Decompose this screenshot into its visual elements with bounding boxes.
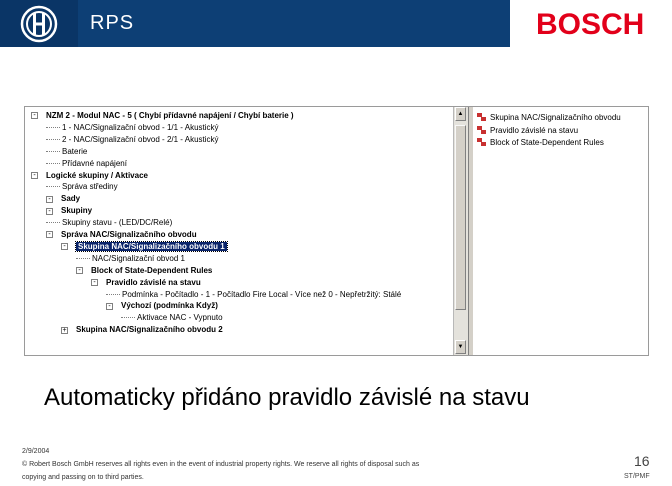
scroll-thumb[interactable] <box>455 125 466 310</box>
tree-node[interactable] <box>31 170 148 181</box>
scroll-up-icon[interactable]: ▲ <box>455 107 466 121</box>
collapse-icon[interactable]: - <box>31 172 38 179</box>
collapse-icon[interactable]: - <box>46 208 53 215</box>
collapse-icon[interactable]: - <box>31 112 38 119</box>
scroll-down-icon[interactable]: ▼ <box>455 340 466 354</box>
slide-caption: Automaticky přidáno pravidlo závislé na stavu <box>44 384 530 411</box>
tree-node-label: Skupina NAC/Signalizačního obvodu 2 <box>76 325 223 335</box>
armature-icon <box>19 4 59 44</box>
tree-node[interactable] <box>46 158 127 169</box>
tree-node[interactable] <box>76 265 212 276</box>
tree-node-label: Baterie <box>62 146 88 156</box>
tree-node-label: Výchozí (podmínka Když) <box>121 301 218 311</box>
tree-node-label: Správa střediny <box>62 182 118 192</box>
tree-connector <box>106 289 120 295</box>
tree-connector <box>46 122 60 128</box>
tree-node-label: Správa NAC/Signalizačního obvodu <box>61 230 197 239</box>
tree-node-label: NZM 2 - Modul NAC - 5 ( Chybí přídavné napájení / Chybí baterie ) <box>46 111 294 120</box>
expand-icon[interactable]: + <box>62 326 67 334</box>
bosch-wordmark: BOSCH <box>536 8 645 41</box>
tree-node[interactable] <box>46 205 92 216</box>
tree-node[interactable] <box>46 122 219 133</box>
tree-node[interactable] <box>61 241 227 252</box>
list-item[interactable] <box>477 112 621 123</box>
tree-connector <box>76 253 90 259</box>
tree-node-label: Skupiny stavu - (LED/DC/Relé) <box>62 218 173 228</box>
list-item-label: Pravidlo závislé na stavu <box>490 125 579 135</box>
collapse-icon[interactable]: - <box>106 303 113 310</box>
tree-connector <box>46 134 60 140</box>
tree-node-label: Pravidlo závislé na stavu <box>106 277 201 287</box>
footer-copyright: © Robert Bosch GmbH reserves all rights even in the event of industrial property rights. We reserve all rights of disposal such as <box>22 461 420 468</box>
footer-copyright-cont: copying and passing on to third parties. <box>22 474 144 481</box>
tree-node[interactable] <box>31 110 294 121</box>
tree-node[interactable] <box>106 289 401 300</box>
tree-node-label: Přídavné napájení <box>62 158 127 168</box>
list-item[interactable] <box>477 125 578 136</box>
tree-node-label: 2 - NAC/Signalizační obvod - 2/1 - Akustický <box>62 134 219 144</box>
tree-connector <box>46 158 60 164</box>
tree-connector <box>46 146 60 152</box>
tree-node-label: 1 - NAC/Signalizační obvod - 1/1 - Akustický <box>62 122 219 132</box>
tree-node[interactable] <box>46 229 197 240</box>
page-number: 16 <box>634 453 650 469</box>
app-name: RPS <box>90 12 135 34</box>
tree-connector <box>46 181 60 187</box>
collapse-icon[interactable]: - <box>46 196 53 203</box>
item-list-pane[interactable] <box>473 107 649 355</box>
tree-node[interactable] <box>121 312 223 323</box>
rps-window-screenshot <box>24 106 649 356</box>
tree-node[interactable] <box>61 324 223 335</box>
tree-node-label: Sady <box>61 194 81 204</box>
tree-node-label: Skupina NAC/Signalizačního obvodu 1 <box>78 241 225 251</box>
tree-node[interactable] <box>106 300 218 311</box>
tree-node[interactable] <box>46 217 172 228</box>
collapse-icon[interactable]: - <box>61 243 68 250</box>
tree-node[interactable] <box>46 181 118 192</box>
tree-node[interactable] <box>46 146 87 157</box>
rule-icon <box>477 126 486 135</box>
list-item-label: Skupina NAC/Signalizačního obvodu <box>490 113 621 122</box>
tree-scrollbar[interactable] <box>453 107 468 355</box>
tree-node[interactable] <box>76 253 185 264</box>
footer-date: 2/9/2004 <box>22 448 50 455</box>
list-item[interactable] <box>477 137 604 148</box>
tree-node-label: Aktivace NAC - Vypnuto <box>137 313 223 323</box>
slide-header <box>0 0 672 47</box>
collapse-icon[interactable]: - <box>91 279 98 286</box>
tree-node[interactable] <box>46 134 219 145</box>
tree-node[interactable] <box>91 277 201 288</box>
block-icon <box>477 138 486 147</box>
tree-node-label: Logické skupiny / Aktivace <box>46 170 148 180</box>
tree-node-label: NAC/Signalizační obvod 1 <box>92 253 185 263</box>
footer-department: ST/PMF <box>624 473 650 480</box>
tree-connector <box>46 217 60 223</box>
nac-group-icon <box>477 113 486 122</box>
bosch-armature-logo <box>0 0 78 47</box>
tree-node-label: Block of State-Dependent Rules <box>91 265 213 275</box>
device-tree[interactable] <box>25 107 451 355</box>
list-item-label: Block of State-Dependent Rules <box>490 138 604 147</box>
tree-node[interactable] <box>46 193 80 204</box>
collapse-icon[interactable]: - <box>76 267 83 274</box>
tree-connector <box>121 312 135 318</box>
tree-node-label: Podmínka - Počítadlo - 1 - Počítadlo Fire Local - Více než 0 - Nepřetržitý: Stálé <box>122 289 402 299</box>
collapse-icon[interactable]: - <box>46 231 53 238</box>
tree-node-label: Skupiny <box>61 206 93 216</box>
